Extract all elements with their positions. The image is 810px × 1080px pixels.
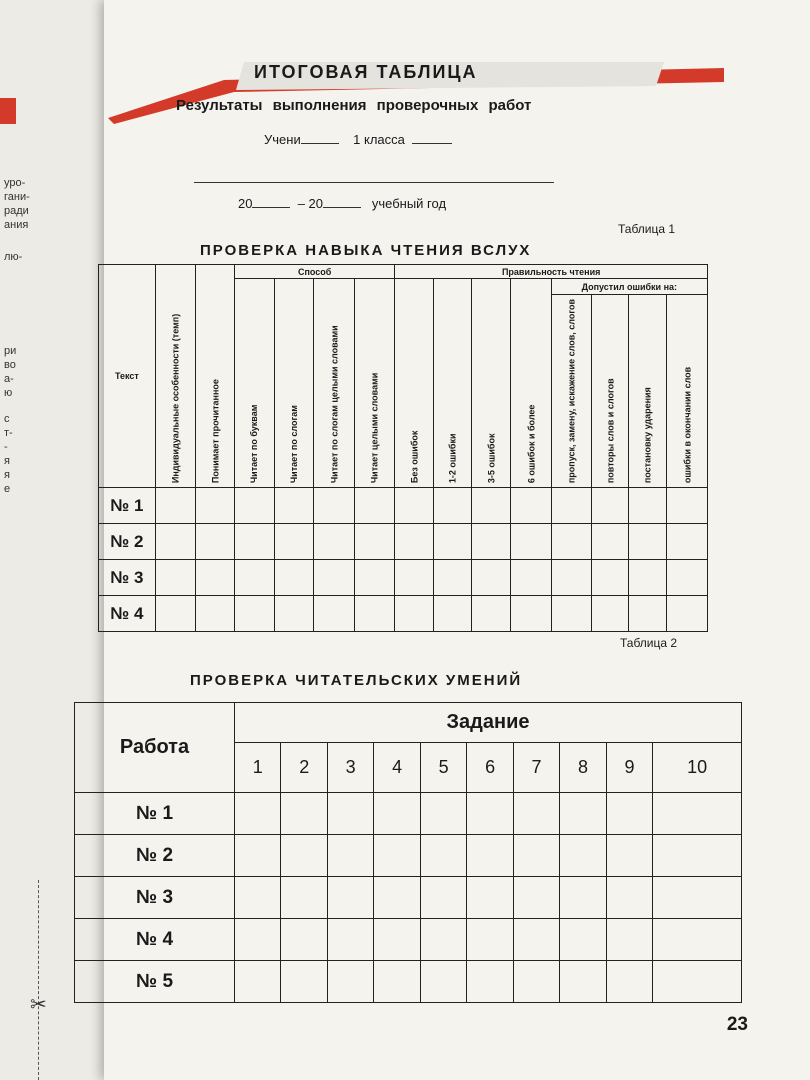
row-label: № 4 [99,596,156,632]
table-row [99,524,708,560]
col-correct-2: 1-2 ошибки [433,279,472,488]
left-fragment: я [4,455,10,467]
table-row [99,560,708,596]
table2-label: Таблица 2 [620,636,678,650]
left-fragment: гани- [4,191,30,203]
col-correct-4: 6 ошибок и более [511,279,552,488]
left-fragment: ради [4,205,29,217]
school-year-line [238,196,446,211]
group-correct-header: Правильность чтения [395,265,708,279]
left-fragment: я [4,469,10,481]
left-fragment: т- [4,427,13,439]
task-col: 7 [513,743,559,793]
left-fragment: уро- [4,177,26,189]
table-row [75,835,742,877]
left-fragment: е [4,483,11,495]
page-subtitle: Результаты выполнения проверочных работ [176,97,532,114]
col-error-4: ошибки в окончании слов [667,295,708,488]
task-col: 10 [653,743,742,793]
row-label: № 1 [99,488,156,524]
row-label: № 4 [75,919,235,961]
class-label: 1 класса [353,132,405,147]
table1-title: ПРОВЕРКА НАВЫКА ЧТЕНИЯ ВСЛУХ [200,242,532,259]
table-row [75,919,742,961]
row-label: № 3 [99,560,156,596]
task-col: 4 [374,743,420,793]
student-label: Учени [264,132,301,147]
page-number: 23 [726,1014,748,1035]
col-correct-1: Без ошибок [395,279,434,488]
workbook-page [104,0,810,1080]
page-title: ИТОГОВАЯ ТАБЛИЦА [254,62,478,82]
row-label: № 1 [75,793,235,835]
year-label: учебный год [371,196,447,211]
scissors-icon: ✂ [30,994,47,1016]
name-blank-line [194,172,554,183]
task-col: 3 [327,743,373,793]
reading-skills-table [74,702,742,1003]
left-fragment: - [4,441,8,453]
group-task-header: Задание [235,703,742,743]
left-page-red-bar [0,98,16,124]
row-label: № 2 [75,835,235,877]
cut-line [38,880,39,1080]
row-label: № 2 [99,524,156,560]
col-error-2: повторы слов и слогов [592,295,629,488]
task-col: 8 [560,743,606,793]
left-fragment: ю [4,387,13,399]
task-col: 2 [281,743,327,793]
reading-aloud-table [98,264,708,632]
col-error-1: пропуск, замену, искажение слов, слогов [551,295,592,488]
row-label: № 5 [75,961,235,1003]
table-row [99,488,708,524]
col-work-header: Работа [75,703,235,793]
task-col: 1 [235,743,281,793]
table-row [75,961,742,1003]
col-individual-header: Индивидуальные особенности (темп) [155,265,196,488]
year-start: 20 [238,196,253,211]
col-method-1: Читает по буквам [234,279,274,488]
col-correct-3: 3-5 ошибок [472,279,511,488]
col-method-4: Читает целыми словами [354,279,395,488]
task-col: 6 [467,743,513,793]
col-method-2: Читает по слогам [274,279,314,488]
group-errors-header: Допустил ошибки на: [551,279,707,295]
table-row [75,793,742,835]
row-label: № 3 [75,877,235,919]
col-method-3: Читает по слогам целыми словами [314,279,355,488]
table-row [99,596,708,632]
task-col: 9 [606,743,652,793]
left-fragment: а- [4,373,14,385]
group-method-header: Способ [234,265,394,279]
left-fragment: во [4,359,16,371]
col-text-header: Текст [99,265,156,488]
table2-title: ПРОВЕРКА ЧИТАТЕЛЬСКИХ УМЕНИЙ [190,672,523,689]
left-fragment: ри [4,345,17,357]
task-col: 5 [420,743,466,793]
year-dash: – 20 [297,196,324,211]
col-understands-header: Понимает прочитанное [196,265,235,488]
table-row [75,877,742,919]
student-line [264,132,452,147]
left-fragment: лю- [4,251,23,263]
left-fragment: с [4,413,10,425]
table1-label: Таблица 1 [618,222,676,236]
col-error-3: постановку ударения [628,295,667,488]
left-fragment: ания [4,219,29,231]
